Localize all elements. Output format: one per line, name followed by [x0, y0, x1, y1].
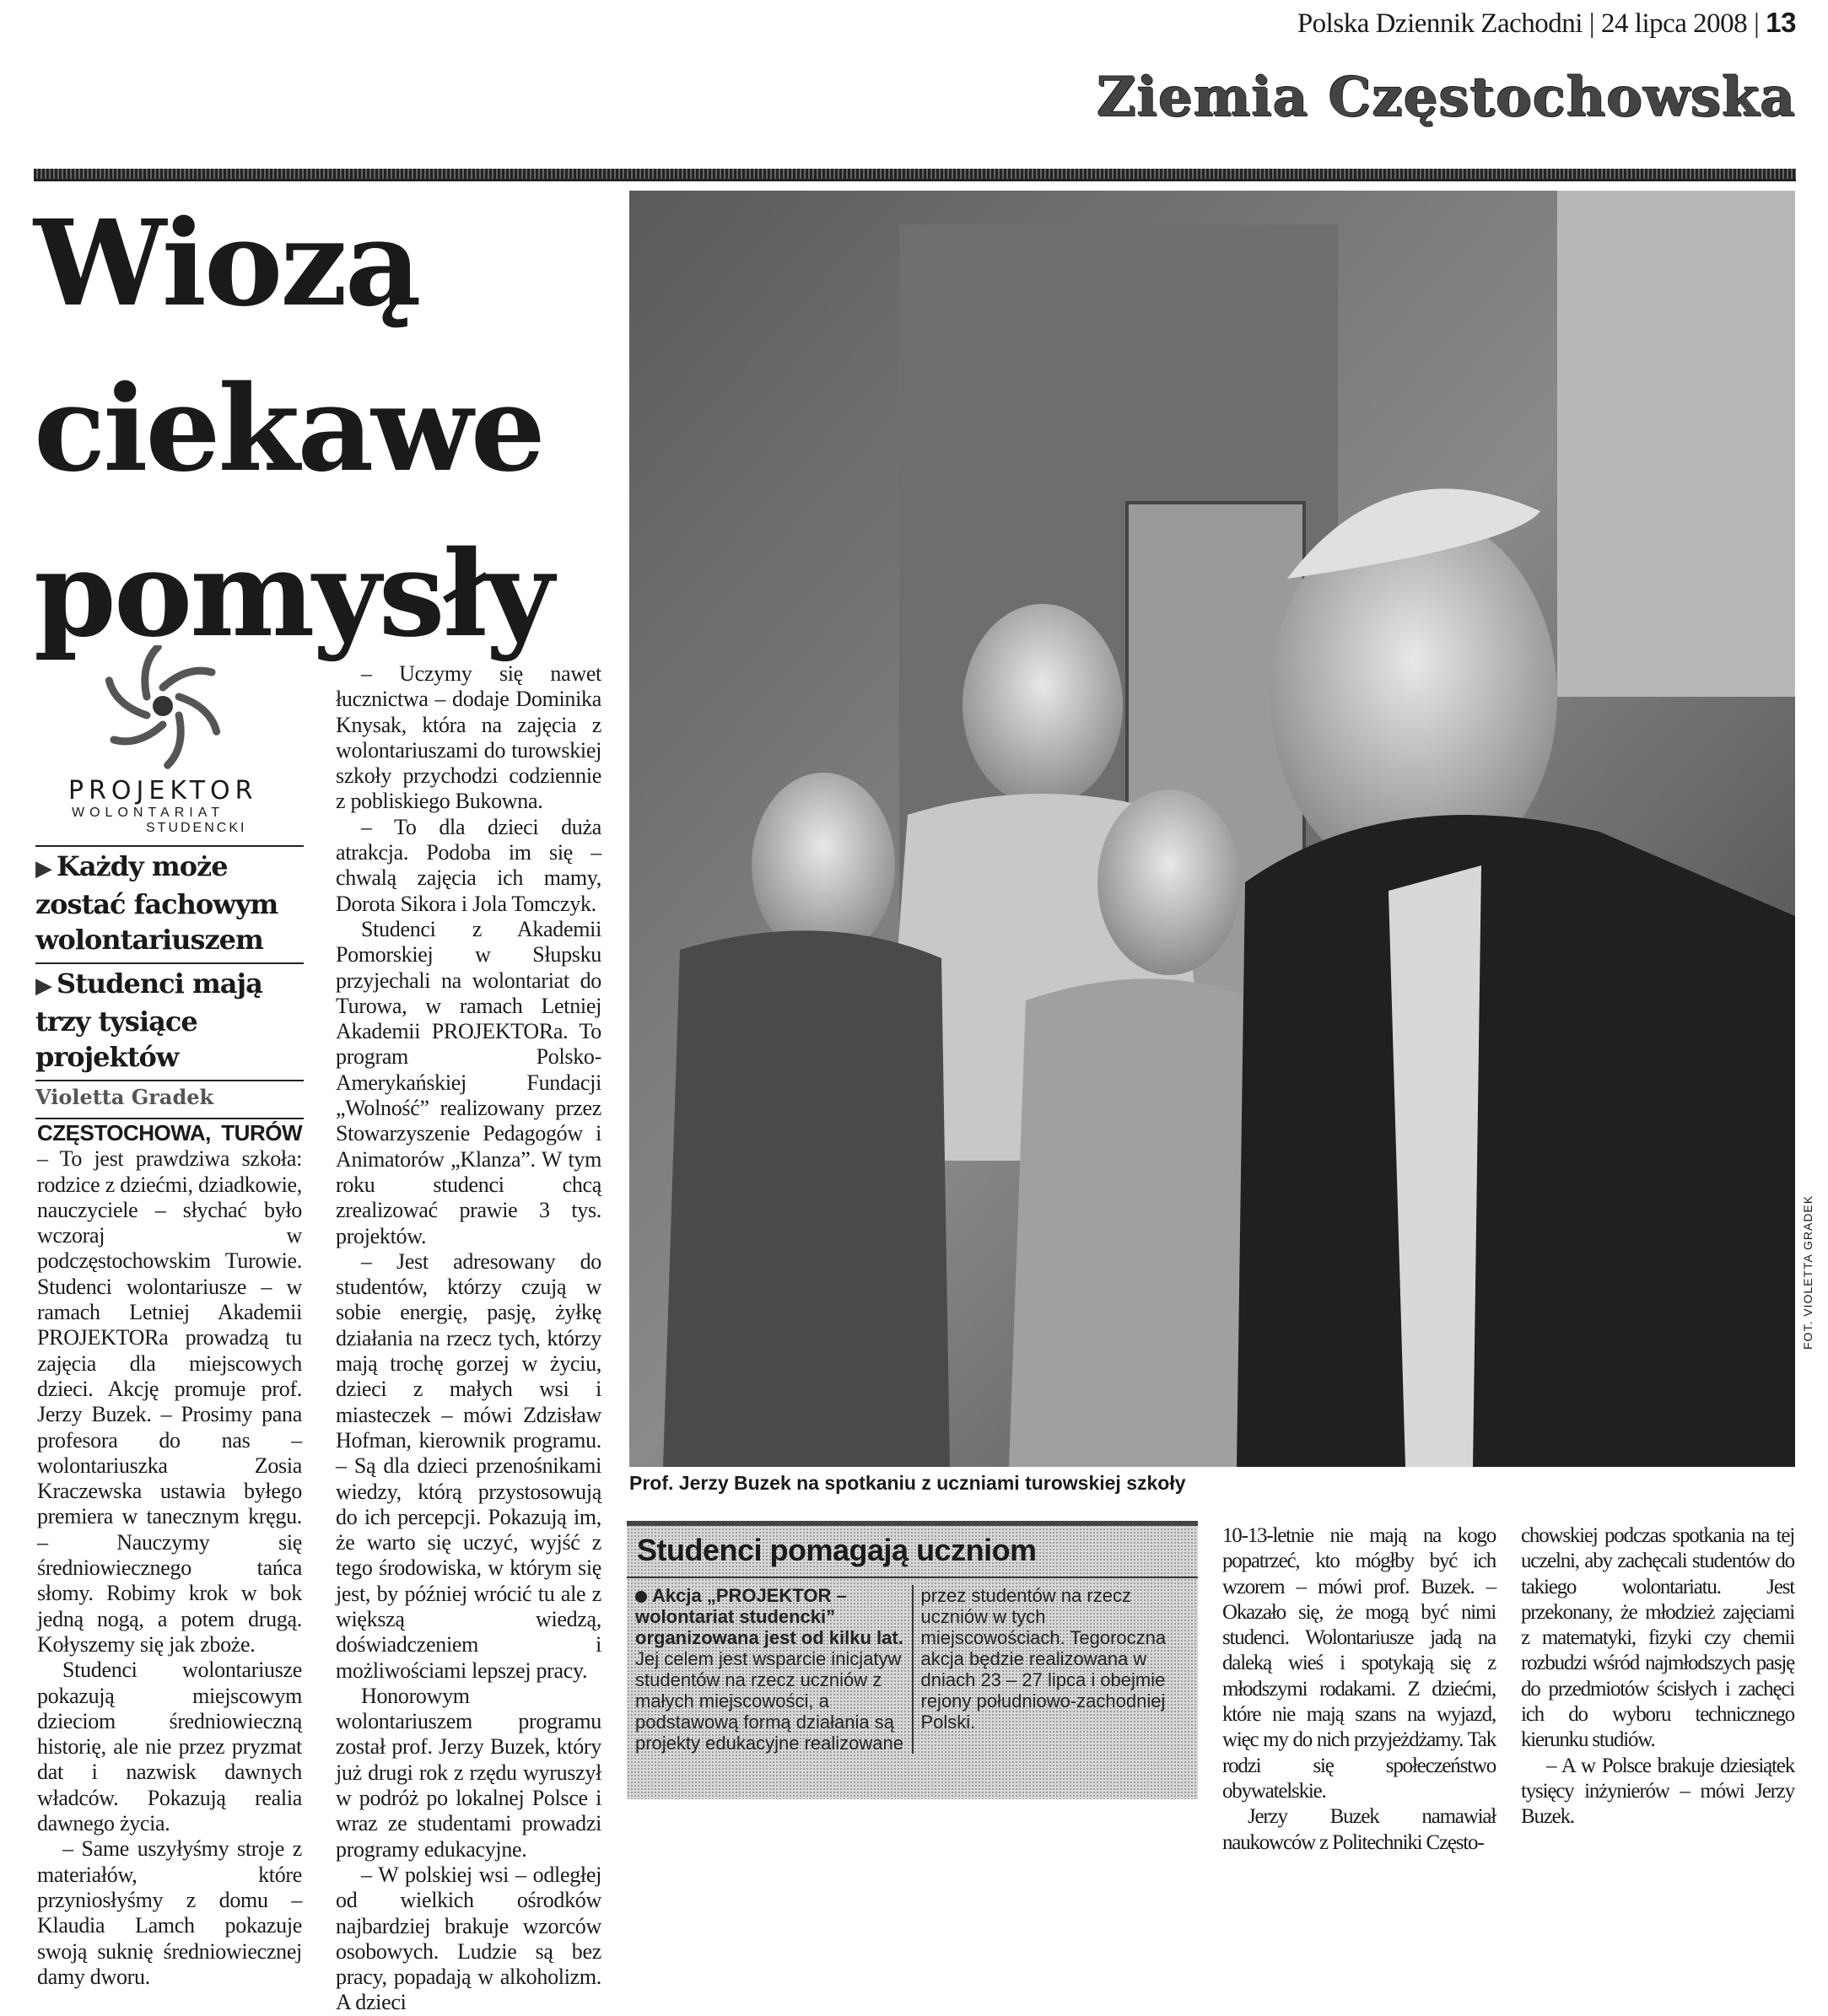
article-column-2	[336, 661, 601, 2016]
paragraph: 10-13-letnie nie mają na kogo popatrzeć, kto mógłby być ich wzorem – mówi prof. Buzek. – Okazało się, że mogą być nimi studenci. Wolontariusze jadą na daleką wieś i spotykają się z młodszymi rodakami. Z dziećmi, które nie mają szans na wyjazd, więc my do nich przyjeżdżamy. Tak rodzi się społeczeństwo obywatelskie.	[1222, 1524, 1496, 1803]
deck-text: Studenci mają trzy tysiące projektów	[35, 968, 262, 1073]
headline-line: ciekawe	[34, 360, 543, 499]
paragraph: Studenci wolontariusze pokazują miejscowym dzieciom średniowieczną historię, ale nie przez pryzmat dat i nazwisk dawnych władców. Pokazują realia dawnego życia.	[37, 1658, 302, 1836]
photo-image	[629, 191, 1795, 1467]
sidebar-box	[627, 1521, 1198, 1799]
logo-name: PROJEKTOR	[68, 776, 258, 806]
issue-date: 24 lipca 2008	[1601, 8, 1748, 39]
box-lead: Akcja „PROJEKTOR – wolontariat studencki” organizowana jest od kilku lat.	[635, 1585, 903, 1648]
box-text: Jej celem jest wsparcie inicjatyw studentów na rzecz uczniów z małych miejscowości, a podstawową formą działania są projekty edukacyjne realizowane przez studentów na rzecz uczniów w tych miejscowościach. Tegoroczna akcja będzie realizowana w dniach 23 – 27 lipca i obejmie rejony południowo-zachodniej Polski.	[635, 1585, 1167, 1754]
box-title: Studenci pomagają uczniom	[627, 1521, 1198, 1578]
logo-line2: STUDENCKI	[146, 821, 247, 835]
headline-line: pomysły	[34, 526, 552, 664]
article-photo	[629, 191, 1795, 1467]
paragraph: – Jest adresowany do studentów, którzy czują w sobie energię, pasję, żyłkę działania na rzecz tych, którzy mają trochę gorzej w życiu, dzieci z małych wsi i miasteczek – mówi Zdzisław Hofman, kierownik programu. – Są dla dzieci przenośnikami wiedzy, którą przystosowują do ich percepcji. Pokazują im, że warto się uczyć, wyjść z tego środowiska, w którym się jest, by później wrócić tu ale z większą wiedzą, doświadczeniem i możliwościami lepszej pracy.	[336, 1248, 601, 1683]
paragraph: Jerzy Buzek namawiał naukowców z Politechniki Często-	[1222, 1805, 1496, 1854]
paragraph: Studenci z Akademii Pomorskiej w Słupsku przyjechali na wolontariat do Turowa, w ramach Letniej Akademii PROJEKTORa. To program Polsko-Amerykańskiej Fundacji „Wolność” realizowany przez Stowarzyszenie Pedagogów i Animatorów „Klanza”. W tym roku studenci chcą zrealizować prawie 3 tys. projektów.	[336, 916, 601, 1248]
triangle-right-icon: ▶	[35, 856, 51, 881]
article-column-1	[37, 1120, 302, 1990]
deck-item	[35, 845, 304, 962]
separator: |	[1754, 8, 1760, 39]
paragraph: – W polskiej wsi – odległej od wielkich ośrodków najbardziej brakuje wzorców osobowych. Ludzie są bez pracy, popadają w alkoholizm. A dzieci	[336, 1862, 601, 2015]
triangle-right-icon: ▶	[35, 973, 51, 999]
box-body	[627, 1578, 1198, 1754]
article-column-4	[1521, 1523, 1794, 1830]
deck-text: Każdy może zostać fachowym wolontariuszem	[35, 850, 278, 956]
projektor-logo	[70, 645, 264, 836]
masthead	[1297, 7, 1796, 40]
paragraph: – To dla dzieci duża atrakcja. Podoba im się – chwalą zajęcia ich mamy, Dorota Sikora i Jola Tomczyk.	[336, 814, 601, 916]
deck	[35, 845, 304, 1119]
paragraph-text: – To jest prawdziwa szkoła: rodzice z dziećmi, dziadkowie, nauczyciele – słychać było wczoraj w podczęstochowskim Turowie. Studenci wolontariusze – w ramach Letniej Akademii PROJEKTORa prowadzą tu zajęcia dla miejscowych dzieci. Akcję promuje prof. Jerzy Buzek. – Prosimy pana profesora do nas – wolontariuszka Zosia Kraczewska ustawia byłego premiera w tanecznym kręgu. – Nauczymy się średniowiecznego tańca słomy. Robimy krok w bok jedną nogą, a potem drugą. Kołyszemy się jak zboże.	[37, 1146, 302, 1657]
photo-credit: FOT. VIOLETTA GRADEK	[1801, 1194, 1815, 1350]
paragraph	[37, 1120, 302, 1658]
page-number: 13	[1766, 7, 1796, 38]
paragraph: – Same uszyłyśmy stroje z materiałów, które przyniosłyśmy z domu – Klaudia Lamch pokazuje swoją suknię średniowiecznej damy dworu.	[37, 1836, 302, 1989]
separator: |	[1588, 8, 1595, 39]
article-column-3	[1222, 1523, 1496, 1856]
paragraph: – Uczymy się nawet łucznictwa – dodaje Dominika Knysak, która na zajęcia z wolontariuszami do turowskiej szkoły przychodzi codziennie z pobliskiego Bukowna.	[336, 661, 601, 814]
deck-item	[35, 962, 304, 1080]
paragraph: – A w Polsce brakuje dziesiątek tysięcy inżynierów – mówi Jerzy Buzek.	[1521, 1754, 1794, 1829]
paragraph: chowskiej podczas spotkania na tej uczelni, aby zachęcali studentów do takiego wolontariatu. Jest przekonany, że młodzież zajęciami z matematyki, fizyki czy chemii rozbudzi wśród najmłodszych pasję do przedmiotów ścisłych i zachęci ich do wyboru technicznego kierunku studiów.	[1521, 1524, 1794, 1752]
photo-caption: Prof. Jerzy Buzek na spotkaniu z uczniami turowskiej szkoły	[629, 1472, 1186, 1494]
section-rule	[34, 169, 1796, 181]
spiral-logo-icon	[70, 645, 264, 772]
section-title: Ziemia Częstochowska	[1097, 66, 1796, 129]
byline: Violetta Gradek	[35, 1080, 304, 1119]
paper-name: Polska Dziennik Zachodni	[1297, 8, 1583, 39]
dateline: CZĘSTOCHOWA, TURÓW	[37, 1120, 302, 1145]
paragraph: Honorowym wolontariuszem programu został prof. Jerzy Buzek, który już drugi rok z rzędu wyruszył w podróż po lokalnej Polsce i wraz ze studentami prowadzi programy edukacyjne.	[336, 1683, 601, 1862]
bullet-icon	[635, 1591, 647, 1603]
headline	[34, 181, 624, 677]
headline-line: Wiozą	[34, 195, 419, 333]
logo-line1: WOLONTARIAT	[72, 806, 224, 820]
